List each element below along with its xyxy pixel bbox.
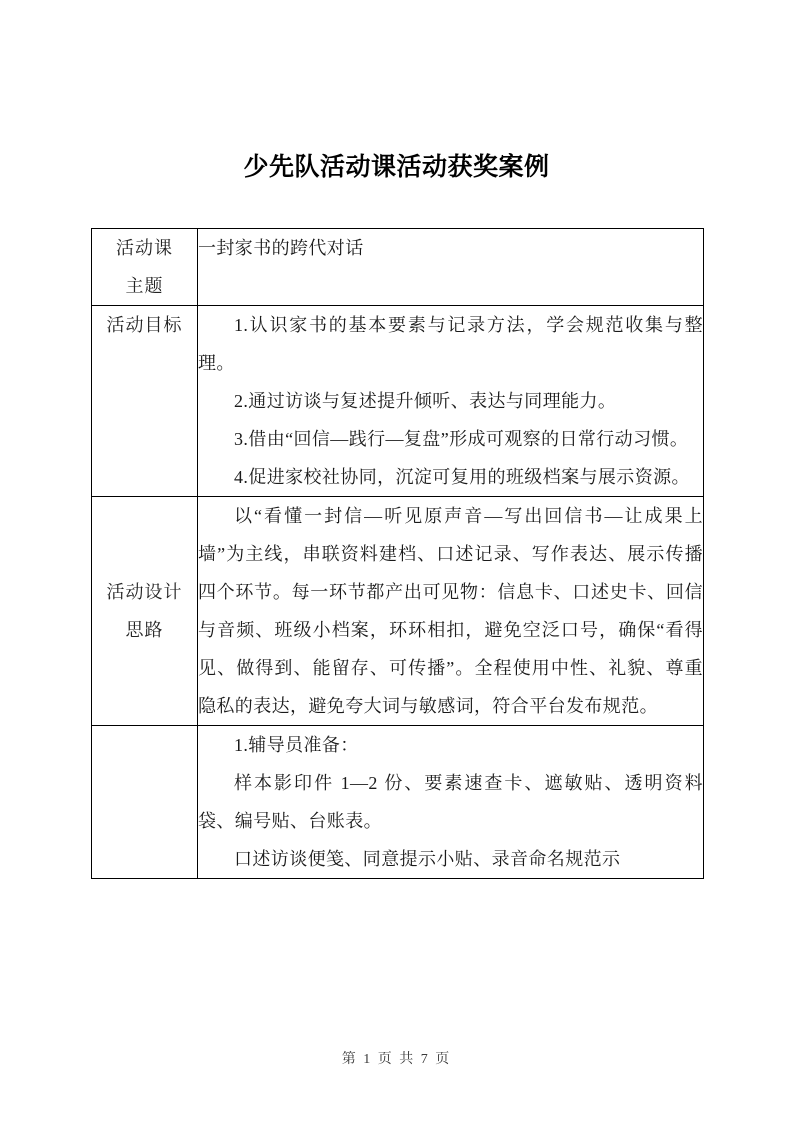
row-body-cell: [198, 497, 704, 726]
body-paragraph: 4.促进家校社协同，沉淀可复用的班级档案与展示资源。: [234, 467, 690, 487]
table-row: [92, 306, 704, 497]
body-paragraph: 3.借由“回信—践行—复盘”形成可观察的日常行动习惯。: [234, 429, 689, 449]
body-paragraph: 样本影印件 1—2 份、要素速查卡、遮敏贴、透明资料袋、编号贴、台账表。: [198, 773, 703, 831]
page-footer: 第 1 页 共 7 页: [341, 1052, 452, 1067]
row-label-line: 活动课: [116, 238, 173, 258]
body-paragraph: 以“看懂一封信—听见原声音—写出回信书—让成果上墙”为主线，串联资料建档、口述记录、写作表达、展示传播四个环节。每一环节都产出可见物：信息卡、口述史卡、回信与音频、班级小档案，环环相扣，避免空泛口号，确保“看得见、做得到、能留存、可传播”。全程使用中性、礼貌、尊重隐私的表达，避免夸大词与敏感词，符合平台发布规范。: [198, 506, 703, 716]
body-paragraph: 口述访谈便笺、同意提示小贴、录音命名规范示: [234, 849, 621, 869]
row-label-line: 活动目标: [106, 315, 183, 335]
table-row: [92, 726, 704, 879]
row-label-cell: [92, 229, 198, 306]
row-body-cell: [198, 229, 704, 306]
row-label-cell: [92, 306, 198, 497]
body-paragraph: 1.辅导员准备：: [234, 735, 359, 755]
row-label-line: 活动设计: [106, 582, 183, 602]
activity-case-table: [91, 228, 704, 879]
body-paragraph-spacer: [198, 267, 703, 305]
row-label-cell: [92, 497, 198, 726]
body-paragraph: 2.通过访谈与复述提升倾听、表达与同理能力。: [234, 391, 617, 411]
row-body-cell: [198, 306, 704, 497]
row-label-line: 主题: [125, 276, 164, 296]
row-label-cell: [92, 726, 198, 879]
row-label-line: 思路: [125, 620, 164, 640]
row-body-cell: [198, 726, 704, 879]
table-body: [92, 229, 704, 879]
body-paragraph: 一封家书的跨代对话: [198, 238, 364, 258]
page-title: 少先队活动课活动获奖案例: [243, 153, 550, 181]
body-paragraph: 1.认识家书的基本要素与记录方法，学会规范收集与整理。: [198, 315, 703, 373]
table-row: [92, 497, 704, 726]
table-row: [92, 229, 704, 306]
